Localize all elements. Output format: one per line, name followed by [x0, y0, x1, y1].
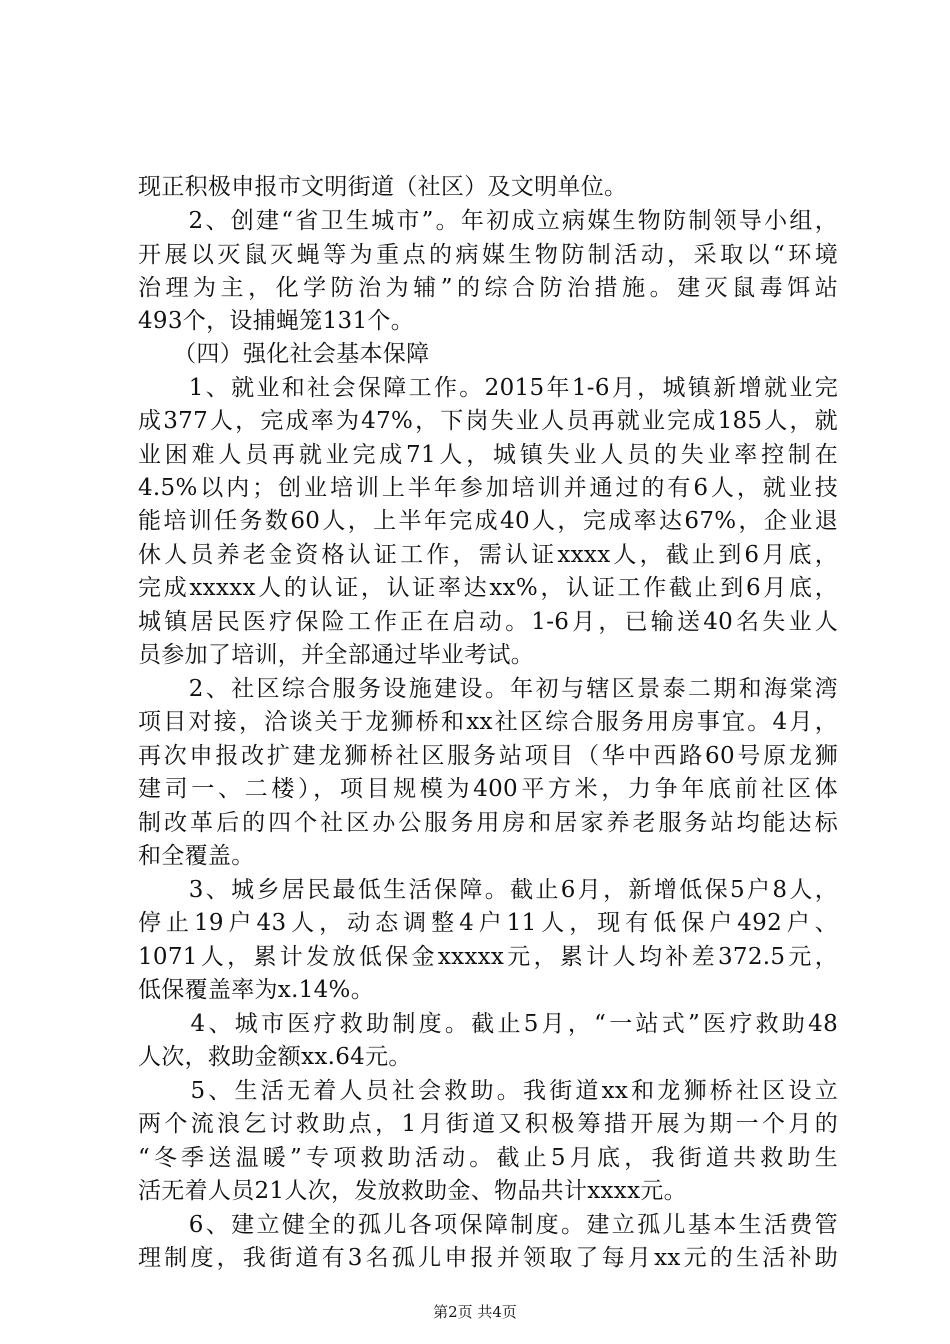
text-line: 两个流浪乞讨救助点，1月街道又积极筹措开展为期一个月的 — [138, 1111, 838, 1137]
text-line: 人次，救助金额xx.64元。 — [138, 1044, 412, 1070]
text-line: 活无着人员21人次，发放救助金、物品共计xxxx元。 — [138, 1178, 687, 1204]
text-line: 治理为主，化学防治为辅”的综合防治措施。建灭鼠毒饵站 — [138, 275, 838, 301]
text-line: “冬季送温暖”专项救助活动。截止5月底，我街道共救助生 — [138, 1145, 838, 1171]
text-line: 和全覆盖。 — [138, 843, 255, 869]
text-line: 再次申报改扩建龙狮桥社区服务站项目（华中西路60号原龙狮 — [138, 743, 838, 769]
text-line: 2、社区综合服务设施建设。年初与辖区景泰二期和海棠湾 — [138, 676, 838, 702]
text-line: 完成xxxxx人的认证，认证率达xx%，认证工作截止到6月底， — [138, 575, 838, 601]
text-line: 开展以灭鼠灭蝇等为重点的病媒生物防制活动，采取以“环境 — [138, 242, 838, 268]
text-line: 低保覆盖率为x.14%。 — [138, 977, 375, 1003]
text-line: 能培训任务数60人，上半年完成40人，完成率达67%，企业退 — [138, 508, 838, 534]
section-heading: （四）强化社会基本保障 — [138, 341, 430, 367]
text-line: 员参加了培训，并全部通过毕业考试。 — [138, 642, 535, 668]
text-line: 1071人，累计发放低保金xxxxx元，累计人均补差372.5元， — [138, 944, 838, 970]
text-line: 建司一、二楼），项目规模为400平方米，力争年底前社区体 — [138, 776, 838, 802]
text-line: 项目对接，洽谈关于龙狮桥和xx社区综合服务用房事宜。4月， — [138, 709, 838, 735]
text-line: 493个，设捕蝇笼131个。 — [138, 308, 414, 334]
text-line: 1、就业和社会保障工作。2015年1-6月，城镇新增就业完 — [138, 375, 838, 401]
text-line: 理制度，我街道有3名孤儿申报并领取了每月xx元的生活补助 — [138, 1245, 838, 1271]
text-line: 4.5%以内；创业培训上半年参加培训并通过的有6人，就业技 — [138, 475, 838, 501]
text-line: 业困难人员再就业完成71人，城镇失业人员的失业率控制在 — [138, 442, 838, 468]
text-line: 2、创建“省卫生城市”。年初成立病媒生物防制领导小组， — [138, 208, 838, 234]
text-line: 3、城乡居民最低生活保障。截止6月，新增低保5户8人， — [138, 877, 838, 903]
text-line: 6、建立健全的孤儿各项保障制度。建立孤儿基本生活费管 — [138, 1212, 838, 1238]
text-line: 成377人，完成率为47%，下岗失业人员再就业完成185人，就 — [138, 408, 838, 434]
text-line: 5、生活无着人员社会救助。我街道xx和龙狮桥社区设立 — [138, 1078, 838, 1104]
text-line: 制改革后的四个社区办公服务用房和居家养老服务站均能达标 — [138, 810, 838, 836]
text-line: 城镇居民医疗保险工作正在启动。1-6月，已输送40名失业人 — [138, 609, 838, 635]
text-line: 停止19户43人，动态调整4户11人，现有低保户492户、 — [138, 910, 838, 936]
text-line: 4、城市医疗救助制度。截止5月，“一站式”医疗救助48 — [138, 1011, 838, 1037]
page-footer: 第2页 共4页 — [433, 1303, 517, 1321]
text-line: 现正积极申报市文明街道（社区）及文明单位。 — [138, 174, 628, 200]
text-line: 休人员养老金资格认证工作，需认证xxxx人，截止到6月底， — [138, 542, 838, 568]
